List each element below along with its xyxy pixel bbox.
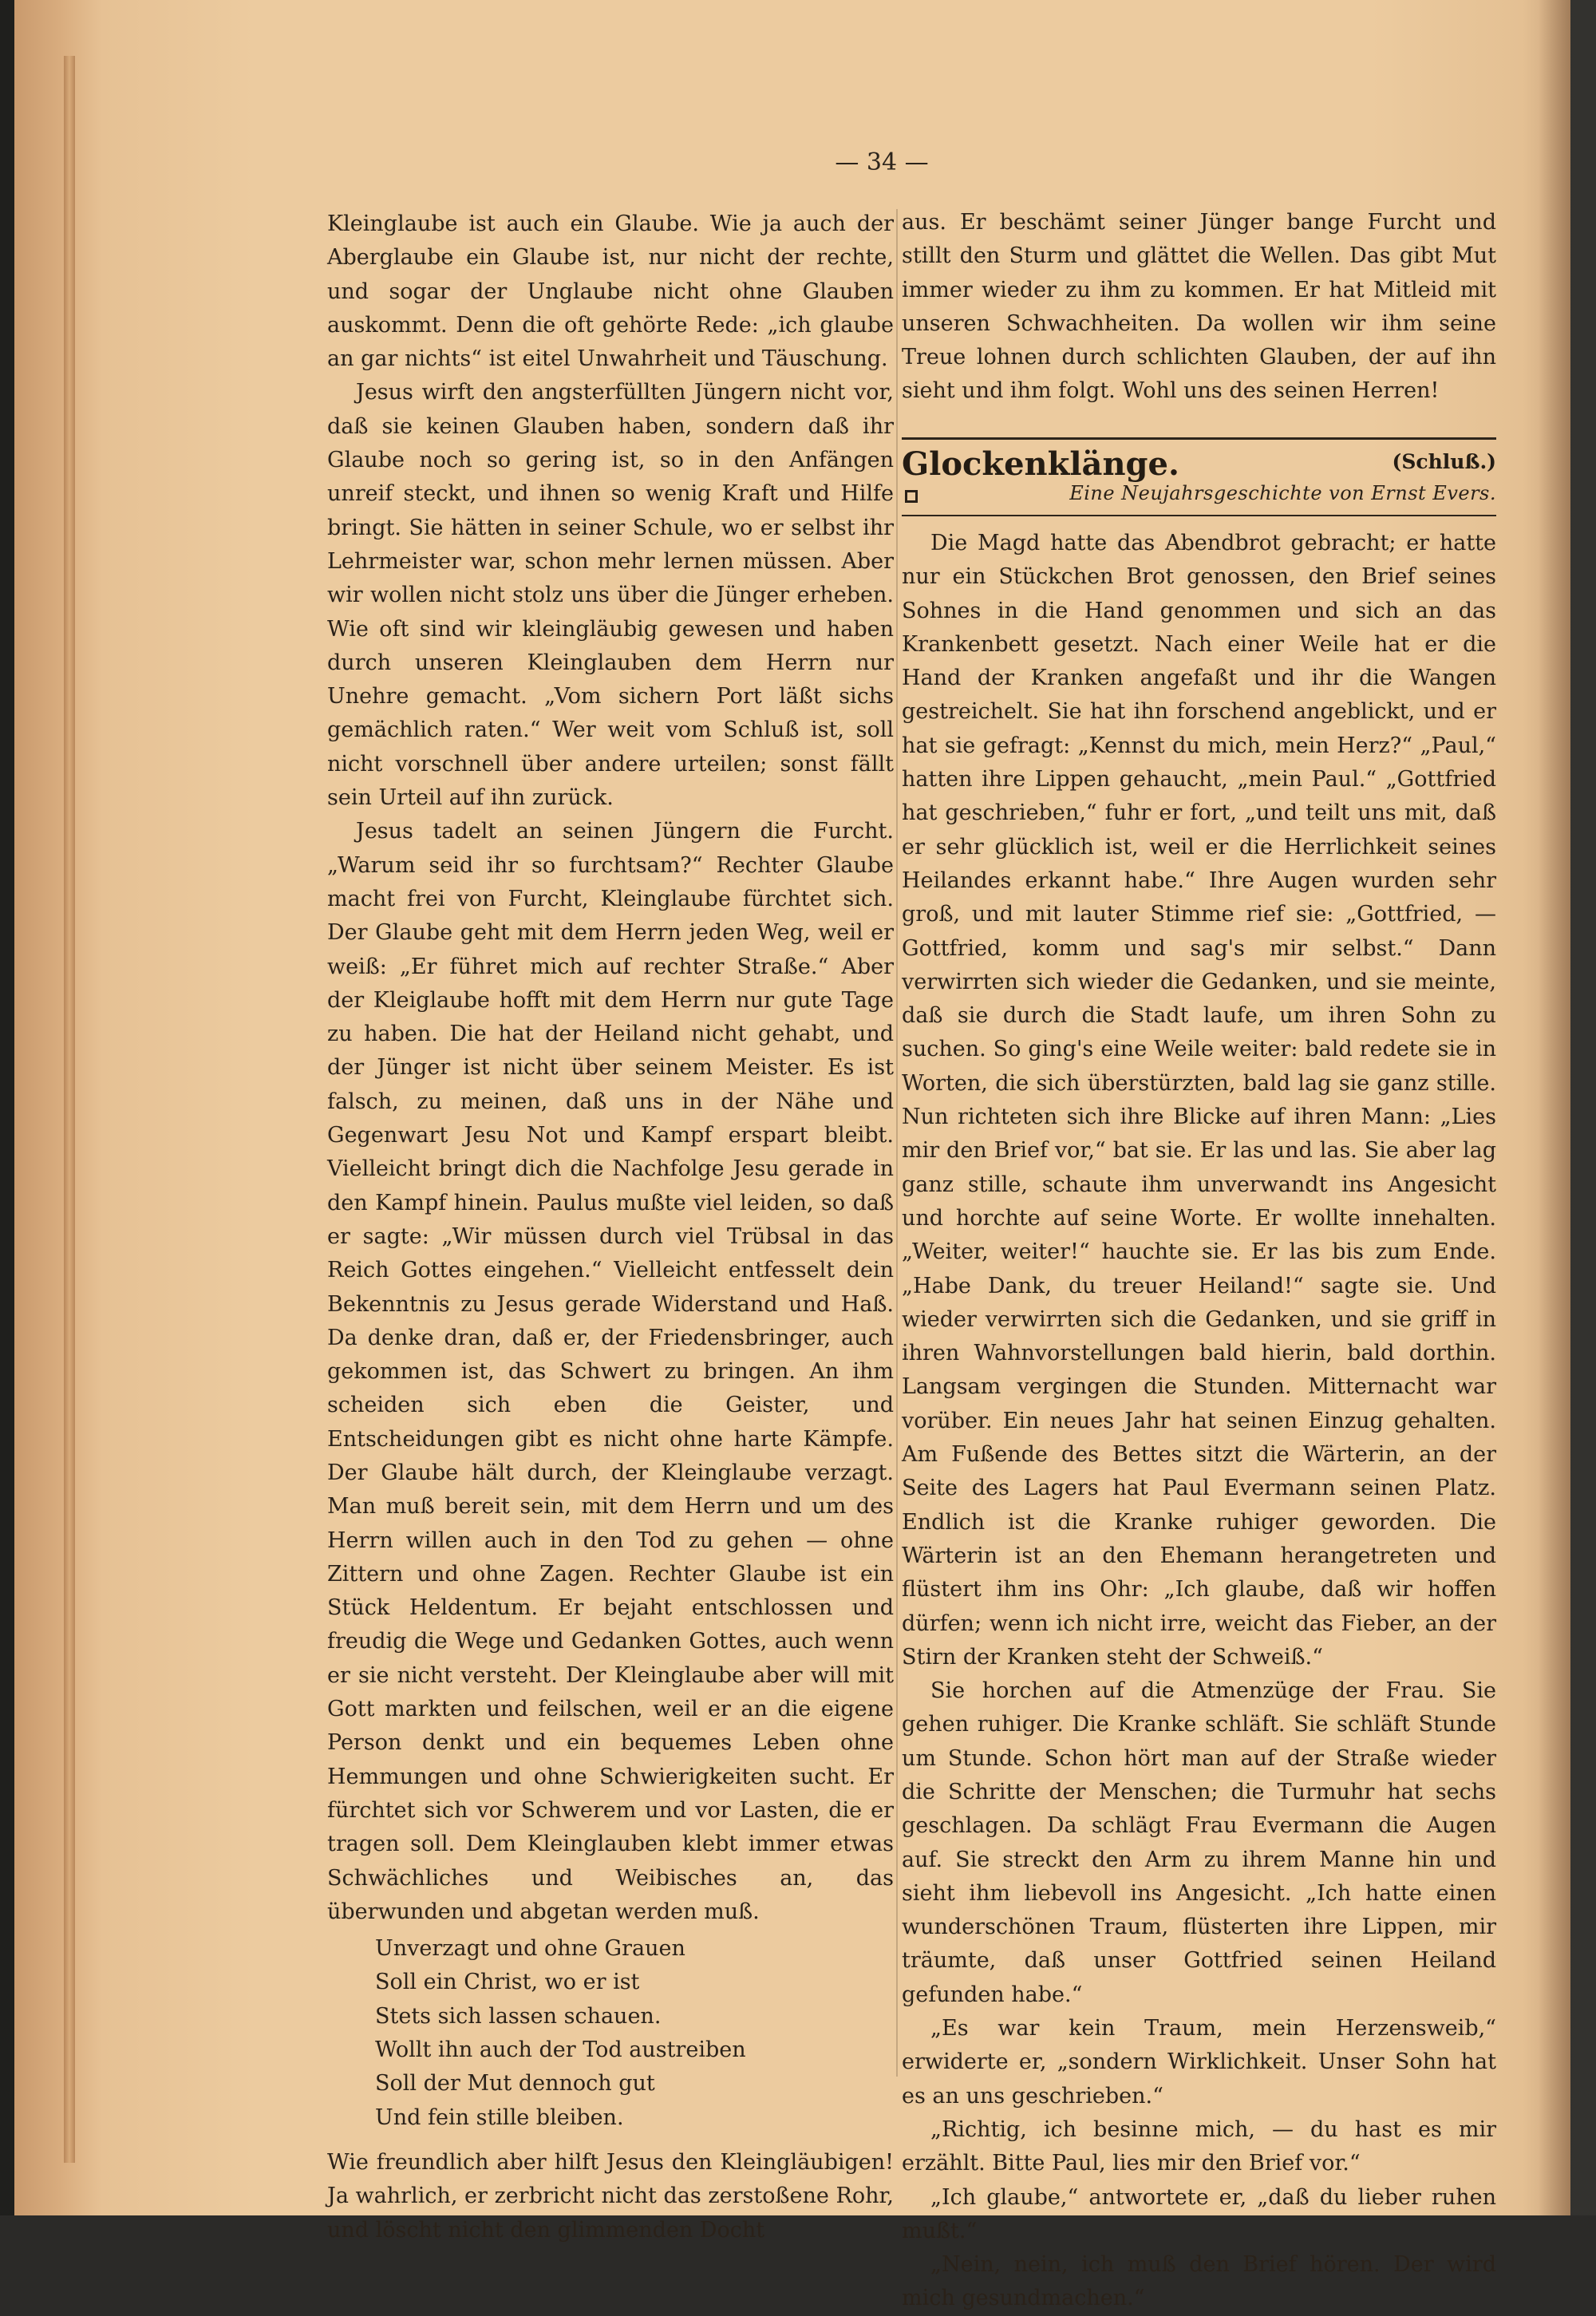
story-paragraph: „Richtig, ich besinne mich, — du hast es mir erzählt. Bitte Paul, lies mir den Brief vor.“	[902, 2116, 1496, 2176]
square-ornament-icon	[905, 490, 918, 503]
page-edge-shadow	[1539, 0, 1570, 2215]
story-paragraph: „Es war kein Traum, mein Herzensweib,“ erwiderte er, „sondern Wirklichkeit. Unser Sohn hat es an uns geschrieben.“	[902, 2016, 1496, 2109]
section-rule	[902, 437, 1496, 440]
story-continuation-note: (Schluß.)	[1392, 450, 1496, 473]
left-paragraph: Jesus tadelt an seinen Jüngern die Furcht. „Warum seid ihr so furchtsam?“ Rechter Glaube macht frei von Furcht, Kleinglaube fürchtet sich. Der Glaube geht mit dem Herrn jeden Weg, weil er weiß: „Er führet mich auf rechter Straße.“ Aber der Kleiglaube hofft mit dem Herrn nur gute Tage zu haben. Die hat der Heiland nicht gehabt, und der Jünger ist nicht über seinem Meister. Es ist falsch, zu meinen, daß uns in der Nähe und Gegenwart Jesu Not und Kampf erspart bleibt. Vielleicht bringt dich die Nachfolge Jesu gerade in den Kampf hinein. Paulus mußte viel leiden, so daß er sagte: „Wir müssen durch viel Trübsal in das Reich Gottes eingehen.“ Vielleicht entfesselt dein Bekenntnis zu Jesus gerade Widerstand und Haß. Da denke dran, daß er, der Friedensbringer, auch gekommen ist, das Schwert zu bringen. An ihm scheiden sich eben die Geister, und Entscheidungen gibt es nicht ohne harte Kämpfe. Der Glaube hält durch, der Kleinglaube verzagt. Man muß bereit sein, mit dem Herrn und um des Herrn willen auch in den Tod zu gehen — ohne Zittern und ohne Zagen. Rechter Glaube ist ein Stück Heldentum. Er bejaht entschlossen und freudig die Wege und Gedanken Gottes, auch wenn er sie nicht versteht. Der Kleinglaube aber will mit Gott markten und feilschen, weil er an die eigene Person denkt und ein bequemes Leben ohne Hemmungen und ohne Schwierigkeiten sucht. Er fürchtet sich vor Schwerem und vor Lasten, die er tragen soll. Dem Kleinglauben klebt immer etwas Schwächliches und Weibisches an, das überwunden und abgetan werden muß.	[327, 819, 894, 1924]
poem-line: Soll der Mut dennoch gut	[375, 2071, 655, 2097]
poem-line: Und fein stille bleiben.	[375, 2105, 624, 2130]
story-subtitle: Eine Neujahrsgeschichte von Ernst Evers.	[1069, 482, 1496, 504]
poem	[375, 1932, 894, 2135]
page-number: — 34 —	[835, 148, 929, 176]
story-title: Glockenklänge.	[902, 445, 1179, 483]
left-paragraph: Jesus wirft den angsterfüllten Jüngern nicht vor, daß sie keinen Glauben haben, sondern daß ihr Glaube noch so gering ist, so in den Anfängen unreif steckt, und ihnen so wenig Kraft und Hilfe bringt. Sie hätten in seiner Schule, wo er selbst ihr Lehrmeister war, schon mehr lernen müssen. Aber wir wollen nicht stolz uns über die Jünger erheben. Wie oft sind wir kleingläubig gewesen und haben durch unseren Kleinglauben dem Herrn nur Unehre gemacht. „Vom sichern Port läßt sichs gemächlich raten.“ Wer weit vom Schluß ist, soll nicht vorschnell über andere urteilen; sonst fällt sein Urteil auf ihn zurück.	[327, 380, 894, 811]
right-column-continuation	[902, 206, 1496, 409]
poem-line: Wollt ihn auch der Tod austreiben	[375, 2037, 746, 2063]
story-heading	[902, 445, 1496, 484]
subtitle-rule	[902, 515, 1496, 516]
poem-line: Stets sich lassen schauen.	[375, 2003, 662, 2029]
poem-line: Soll ein Christ, wo er ist	[375, 1970, 640, 1995]
left-column	[327, 207, 894, 2247]
story-paragraph: Die Magd hatte das Abendbrot gebracht; er hatte nur ein Stückchen Brot genossen, den Brief seines Sohnes in die Hand genommen und sich an das Krankenbett gesetzt. Nach einer Weile hat er die Hand der Kranken angefaßt und ihr die Wangen gestreichelt. Sie hat ihn forschend angeblickt, und er hat sie gefragt: „Kennst du mich, mein Herz?“ „Paul,“ hatten ihre Lippen gehaucht, „mein Paul.“ „Gottfried hat geschrieben,“ fuhr er fort, „und teilt uns mit, daß er sehr glücklich ist, weil er die Herrlichkeit seines Heilandes erkannt habe.“ Ihre Augen wurden sehr groß, und mit lauter Stimme rief sie: „Gottfried, — Gottfried, komm und sag's mir selbst.“ Dann verwirrten sich wieder die Gedanken, und sie meinte, daß sie durch die Stadt laufe, um ihren Sohn zu suchen. So ging's eine Weile weiter: bald redete sie in Worten, die sich überstürzten, bald lag sie ganz stille. Nun richteten sich ihre Blicke auf ihren Mann: „Lies mir den Brief vor,“ bat sie. Er las und las. Sie aber lag ganz stille, schaute ihm unverwandt ins Angesicht und horchte auf seine Worte. Er wollte innehalten. „Weiter, weiter!“ hauchte sie. Er las bis zum Ende. „Habe Dank, du treuer Heiland!“ sagte sie. Und wieder verwirrten sich die Gedanken, und sie griff in ihren Wahnvorstellungen bald hierin, bald dorthin. Langsam vergingen die Stunden. Mitternacht war vorüber. Ein neues Jahr hat seinen Einzug gehalten. Am Fußende des Bettes sitzt die Wärterin, an der Seite des Lagers hat Paul Evermann seinen Platz. Endlich ist die Kranke ruhiger geworden. Die Wärterin ist an den Ehemann herangetreten und flüstert ihm ins Ohr: „Ich glaube, daß wir hoffen dürfen; wenn ich nicht irre, weicht das Fieber, an der Stirn der Kranken steht der Schweiß.“	[902, 531, 1496, 1670]
binding-edge	[64, 56, 75, 2163]
right-continuation-paragraph: aus. Er beschämt seiner Jünger bange Furcht und stillt den Sturm und glättet die Wellen. Das gibt Mut immer wieder zu ihm zu kommen. Er hat Mitleid mit unseren Schwachheiten. Da wollen wir ihm seine Treue lohnen durch schlichten Glauben, der auf ihn sieht und ihm folgt. Wohl uns des seinen Herren!	[902, 210, 1496, 404]
poem-line: Unverzagt und ohne Grauen	[375, 1936, 685, 1962]
story-subtitle-row	[902, 482, 1496, 514]
story-paragraph: „Nein, nein, ich muß den Brief hören. Der wird mich gesundmachen.“	[902, 2252, 1496, 2311]
left-closing-paragraph: Wie freundlich aber hilft Jesus den Kleingläubigen! Ja wahrlich, er zerbricht nicht das zerstoßene Rohr, und löscht nicht den glimmenden Docht	[327, 2149, 894, 2243]
story-paragraph: „Ich glaube,“ antwortete er, „daß du lieber ruhen mußt.“	[902, 2184, 1496, 2243]
column-divider	[896, 209, 898, 2077]
story-body	[902, 527, 1496, 2316]
story-paragraph: Sie horchen auf die Atmenzüge der Frau. Sie gehen ruhiger. Die Kranke schläft. Sie schläft Stunde um Stunde. Schon hört man auf der Straße wieder die Schritte der Menschen; die Turmuhr hat sechs geschlagen. Da schlägt Frau Evermann die Augen auf. Sie streckt den Arm zu ihrem Manne hin und sieht ihm liebevoll ins Angesicht. „Ich hatte einen wunderschönen Traum, flüsterten ihre Lippen, mir träumte, daß unser Gottfried seinen Heiland gefunden habe.“	[902, 1678, 1496, 2007]
left-paragraph: Kleinglaube ist auch ein Glaube. Wie ja auch der Aberglaube ein Glaube ist, nur nicht der rechte, und sogar der Unglaube nicht ohne Glauben auskommt. Denn die oft gehörte Rede: „ich glaube an gar nichts“ ist eitel Unwahrheit und Täuschung.	[327, 211, 894, 372]
